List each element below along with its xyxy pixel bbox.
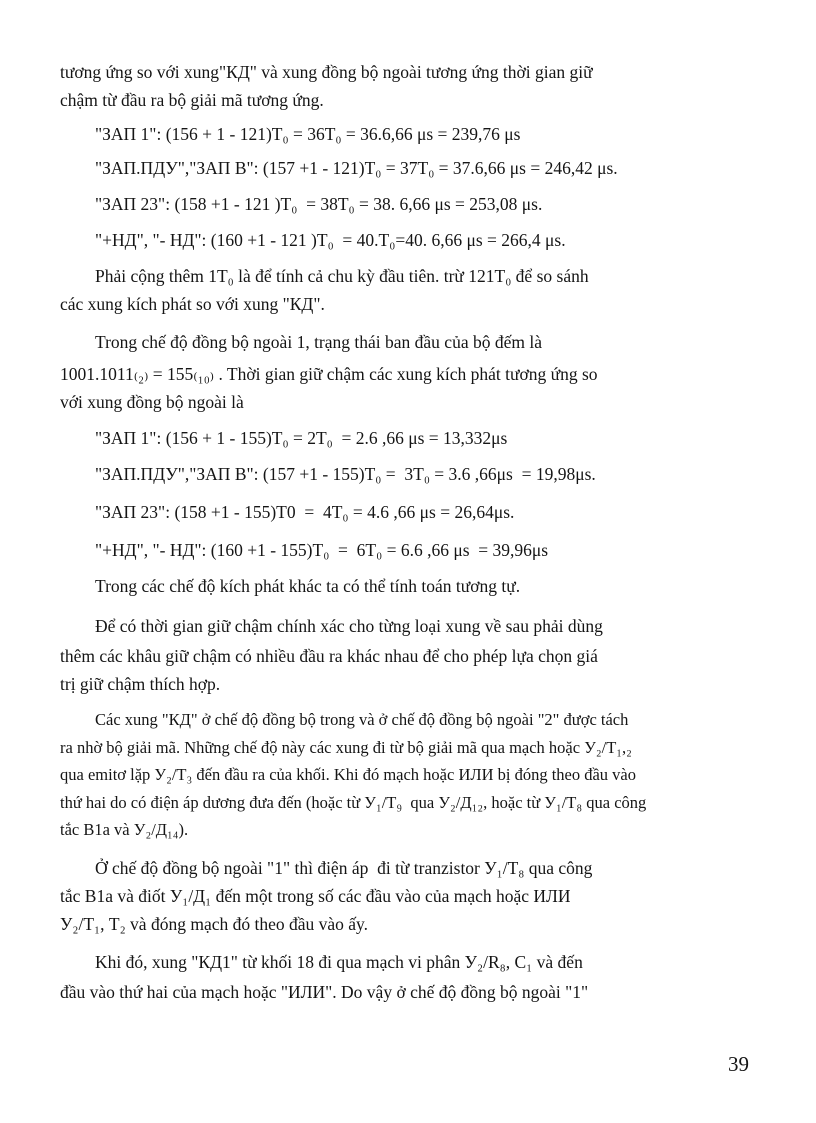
text-line: thêm các khâu giữ chậm có nhiều đầu ra khác nhau để cho phép lựa chọn giá xyxy=(60,646,598,666)
text-line: tương ứng so với xung"КД" và xung đồng bộ ngoài tương ứng thời gian giữ xyxy=(60,62,593,82)
text-line: các xung kích phát so với xung "КД". xyxy=(60,294,325,314)
text-line: đầu vào thứ hai của mạch hoặc "ИЛИ". Do vậy ở chế độ đồng bộ ngoài "1" xyxy=(60,982,589,1002)
formula-line: "ЗАП.ПДУ","ЗАП В": (157 +1 - 121)T₀ = 37T₀ = 37.6,66 μs = 246,42 μs. xyxy=(95,158,618,178)
page-number: 39 xyxy=(728,1052,749,1076)
text-line: ra nhờ bộ giải mã. Những chế độ này các xung đi từ bộ giải mã qua mạch hoặc У₂/Т₁,₂ xyxy=(60,738,632,757)
text-line: trị giữ chậm thích hợp. xyxy=(60,674,221,694)
text-line: Trong các chế độ kích phát khác ta có thể tính toán tương tự. xyxy=(95,576,521,596)
text-line: Phải cộng thêm 1T₀ là để tính cả chu kỳ đầu tiên. trừ 121T₀ để so sánh xyxy=(95,266,589,286)
formula-line: "ЗАП 1": (156 + 1 - 155)T₀ = 2T₀ = 2.6 ,66 μs = 13,332μs xyxy=(95,428,508,448)
formula-line: "ЗАП 23": (158 +1 - 155)T0 = 4T₀ = 4.6 ,66 μs = 26,64μs. xyxy=(95,502,515,522)
text-line: Các xung "КД" ở chế độ đồng bộ trong và ở chế độ đồng bộ ngoài "2" được tách xyxy=(95,710,629,729)
text-line: qua emitơ lặp У₂/Т₃ đến đầu ra của khối. Khi đó mạch hoặc ИЛИ bị đóng theo đầu vào xyxy=(60,765,636,784)
text-line: với xung đồng bộ ngoài là xyxy=(60,392,244,412)
text-line: thứ hai do có điện áp dương đưa đến (hoặc từ У₁/Т₉ qua У₂/Д₁₂, hoặc từ У₁/Т₈ qua công xyxy=(60,793,647,812)
formula-line: "+НД", "- НД": (160 +1 - 155)T₀ = 6T₀ = 6.6 ,66 μs = 39,96μs xyxy=(95,540,549,560)
text-line: tắc В1а và У₂/Д₁₄). xyxy=(60,820,189,839)
text-line: tắc В1а và điốt У₁/Д₁ đến một trong số các đầu vào của mạch hoặc ИЛИ xyxy=(60,886,571,906)
formula-line: "ЗАП 23": (158 +1 - 121 )T₀ = 38T₀ = 38. 6,66 μs = 253,08 μs. xyxy=(95,194,543,214)
formula-line: "ЗАП.ПДУ","ЗАП В": (157 +1 - 155)T₀ = 3T₀ = 3.6 ,66μs = 19,98μs. xyxy=(95,464,596,484)
text-line: У₂/Т₁, Т₂ và đóng mạch đó theo đầu vào ấy. xyxy=(60,914,369,934)
formula-line: "ЗАП 1": (156 + 1 - 121)T₀ = 36T₀ = 36.6,66 μs = 239,76 μs xyxy=(95,124,521,144)
text-line: Khi đó, xung "КД1" từ khối 18 đi qua mạch vi phân У₂/R₈, C₁ và đến xyxy=(95,952,583,972)
formula-line: "+НД", "- НД": (160 +1 - 121 )T₀ = 40.T₀=40. 6,66 μs = 266,4 μs. xyxy=(95,230,566,250)
text-line: Để có thời gian giữ chậm chính xác cho từng loại xung về sau phải dùng xyxy=(95,616,603,636)
text-line: 1001.1011₍₂₎ = 155₍₁₀₎ . Thời gian giữ chậm các xung kích phát tương ứng so xyxy=(60,364,598,384)
text-line: Trong chế độ đồng bộ ngoài 1, trạng thái ban đầu của bộ đếm là xyxy=(95,332,542,352)
text-line: Ở chế độ đồng bộ ngoài "1" thì điện áp đi từ tranzistor У₁/Т₈ qua công xyxy=(95,858,593,878)
text-line: chậm từ đầu ra bộ giải mã tương ứng. xyxy=(60,90,324,110)
